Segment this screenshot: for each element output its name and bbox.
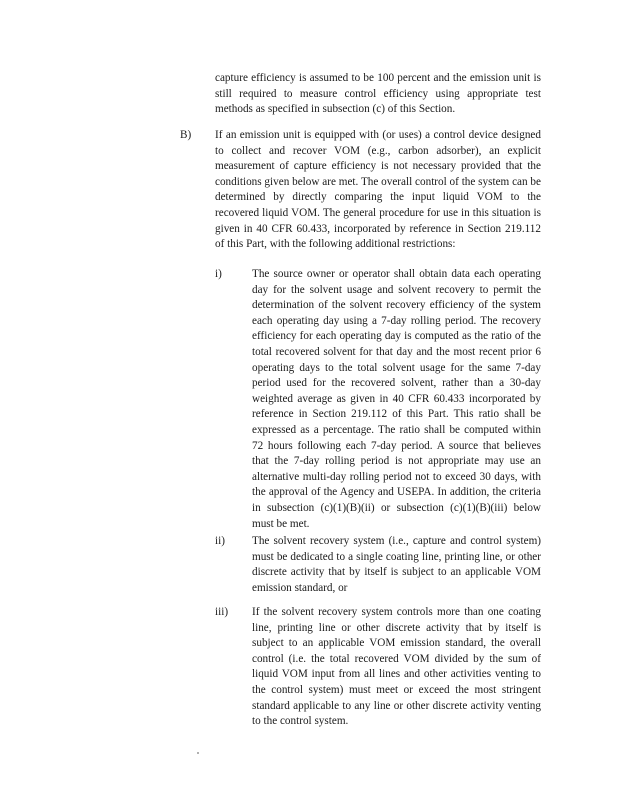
intro-paragraph: capture efficiency is assumed to be 100 percent and the emission unit is still required to measure control efficiency using appropriate test methods as specified in subsection (c) of this Section. [215,72,541,116]
item-b-label: B) [180,129,192,141]
subitem-ii-label: ii) [215,535,225,547]
subitem-ii-paragraph: The solvent recovery system (i.e., capture and control system) must be dedicated to a single coating line, printing line, or other discrete activity that by itself is subject to an applicable VOM emission standard, or [252,535,541,594]
subitem-i-paragraph: The source owner or operator shall obtain data each operating day for the solvent usage and solvent recovery to permit the determination of the solvent recovery efficiency of the system each operating day using a 7-day rolling period. The recovery efficiency for each operating day is computed as the ratio of the total recovered solvent for that day and the most recent prior 6 operating days to the total solvent usage for the same 7-day period used for the recovered solvent, rather than a 30-day weighted average as given in 40 CFR 60.433 incorporated by reference in Section 219.112 of this Part. This ratio shall be expressed as a percentage. The ratio shall be computed within 72 hours following each 7-day period. A source that believes that the 7-day rolling period is not appropriate may use an alternative multi-day rolling period not to exceed 30 days, with the approval of the Agency and USEPA. In addition, the criteria in subsection (c)(1)(B)(ii) or subsection (c)(1)(B)(iii) below must be met. [252,268,541,530]
subitem-i-label: i) [215,268,222,280]
subitem-iii-label: iii) [215,606,229,618]
item-b-paragraph: If an emission unit is equipped with (or uses) a control device designed to collect and recover VOM (e.g., carbon adsorber), an explicit measurement of capture efficiency is not necessary provided that the conditions given below are met. The overall control of the system can be determined by directly comparing the input liquid VOM to the recovered liquid VOM. The general procedure for use in this situation is given in 40 CFR 60.433, incorporated by reference in Section 219.112 of this Part, with the following additional restrictions: [215,129,541,251]
scan-speck [197,752,199,754]
subitem-iii-paragraph: If the solvent recovery system controls more than one coating line, printing line or other discrete activity that by itself is subject to an applicable VOM emission standard, the overall control (i.e. the total recovered VOM divided by the sum of liquid VOM input from all lines and other activities venting to the control system) must meet or exceed the most stringent standard applicable to any line or other discrete activity venting to the control system. [252,606,541,728]
